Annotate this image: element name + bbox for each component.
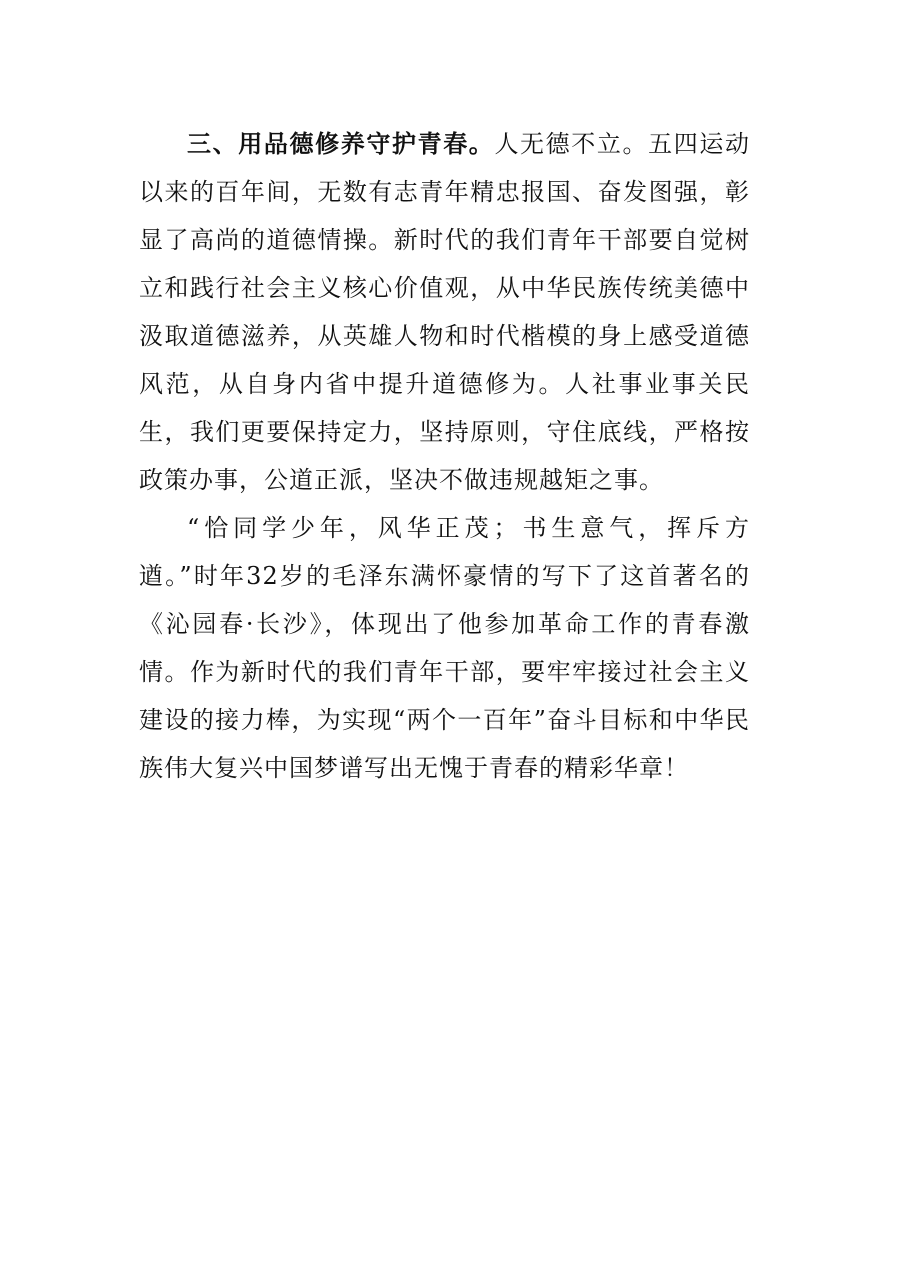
section-heading: 三、用品德修养守护青春。	[187, 129, 495, 158]
paragraph-2	[139, 504, 750, 792]
paragraph-1-text: 人无德不立。五四运动以来的百年间，无数有志青年精忠报国、奋发图强，彰显了高尚的道德情操。新时代的我们青年干部要自觉树立和践行社会主义核心价值观，从中华民族传统美德中汲取道德滋养，从英雄人物和时代楷模的身上感受道德风范，从自身内省中提升道德修为。人社事业事关民生，我们更要保持定力，坚持原则，守住底线，严格按政策办事，公道正派，坚决不做违规越矩之事。	[139, 130, 751, 494]
document-body	[139, 120, 750, 792]
paragraph-1	[139, 120, 750, 504]
paragraph-2-text: “恰同学少年，风华正茂；书生意气，挥斥方遒。”时年32岁的毛泽东满怀豪情的写下了这首著名的《沁园春·长沙》，体现出了他参加革命工作的青春激情。作为新时代的我们青年干部，要牢牢接过社会主义建设的接力棒，为实现“两个一百年”奋斗目标和中华民族伟大复兴中国梦谱写出无愧于青春的精彩华章！	[139, 514, 750, 782]
